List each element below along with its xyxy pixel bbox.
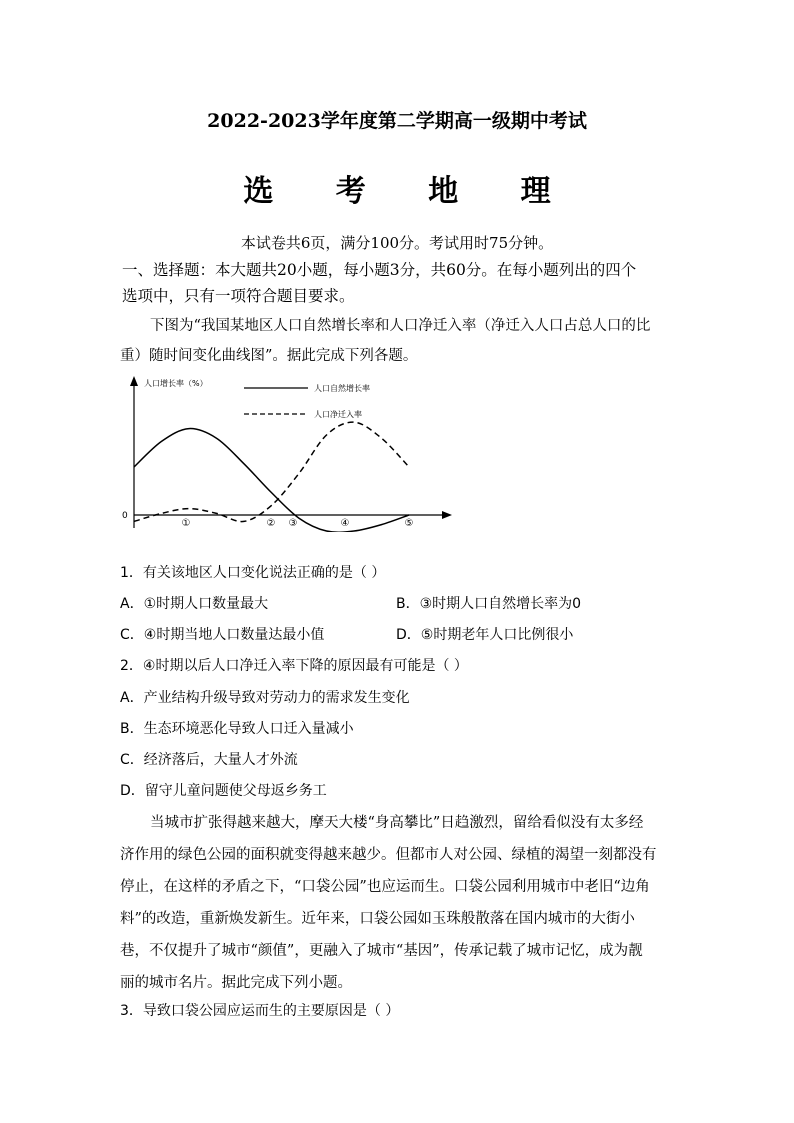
population-growth-chart bbox=[118, 372, 458, 532]
q2-option-c: C．经济落后，大量人才外流 bbox=[120, 752, 298, 768]
section-heading-line2: 选项中，只有一项符合题目要求。 bbox=[122, 287, 355, 305]
legend-natural-growth: 人口自然增长率 bbox=[314, 384, 370, 393]
section-heading-line1: 一、选择题：本大题共20小题，每小题3分，共60分。在每小题列出的四个 bbox=[122, 261, 637, 279]
exam-intro: 本试卷共6页，满分100分。考试用时75分钟。 bbox=[240, 234, 554, 252]
series-net-migration-line bbox=[134, 422, 409, 521]
period-marker-3: ③ bbox=[288, 518, 298, 529]
legend-net-migration: 人口净迁入率 bbox=[314, 410, 362, 419]
passage1-line2: 重）随时间变化曲线图”。据此完成下列各题。 bbox=[120, 348, 418, 364]
y-axis-label: 人口增长率（%） bbox=[144, 379, 208, 388]
exam-title: 2022-2023学年度第二学期高一级期中考试 bbox=[207, 110, 587, 132]
zero-label: 0 bbox=[122, 511, 128, 521]
period-marker-1: ① bbox=[181, 518, 191, 529]
series-natural-growth-line bbox=[134, 429, 409, 532]
q1-option-d: D．⑤时期老年人口比例很小 bbox=[396, 627, 574, 643]
x-axis-arrow bbox=[442, 511, 452, 519]
y-axis-arrow bbox=[130, 376, 138, 386]
passage2-line5: 巷，不仅提升了城市“颜值”，更融入了城市“基因”，传承记载了城市记忆，成为靓 bbox=[120, 943, 643, 959]
period-marker-4: ④ bbox=[340, 518, 350, 529]
q2-stem: 2．④时期以后人口净迁入率下降的原因最有可能是（ ） bbox=[120, 658, 468, 674]
subject-title: 选 考 地 理 bbox=[243, 174, 577, 209]
q2-option-b: B．生态环境恶化导致人口迁入量减小 bbox=[120, 721, 354, 737]
q2-option-a: A．产业结构升级导致对劳动力的需求发生变化 bbox=[120, 690, 410, 706]
q2-option-d: D．留守儿童问题使父母返乡务工 bbox=[120, 783, 327, 799]
passage2-line4: 料”的改造，重新焕发新生。近年来，口袋公园如玉珠般散落在国内城市的大街小 bbox=[120, 911, 635, 927]
q1-option-c: C．④时期当地人口数量达最小值 bbox=[120, 627, 325, 643]
q1-stem: 1．有关该地区人口变化说法正确的是（ ） bbox=[120, 565, 386, 581]
passage2-line2: 济作用的绿色公园的面积就变得越来越少。但都市人对公园、绿植的渴望一刻都没有 bbox=[120, 847, 657, 863]
q3-stem: 3．导致口袋公园应运而生的主要原因是（ ） bbox=[120, 1003, 400, 1019]
passage1-line1: 下图为“我国某地区人口自然增长率和人口净迁入率（净迁入人口占总人口的比 bbox=[150, 318, 651, 334]
passage2-line1: 当城市扩张得越来越大，摩天大楼“身高攀比”日趋激烈，留给看似没有太多经 bbox=[150, 815, 644, 831]
q1-option-b: B．③时期人口自然增长率为0 bbox=[396, 596, 582, 612]
period-marker-5: ⑤ bbox=[404, 518, 414, 529]
q1-option-a: A．①时期人口数量最大 bbox=[120, 596, 269, 612]
passage2-line6: 丽的城市名片。据此完成下列小题。 bbox=[120, 975, 352, 991]
period-marker-2: ② bbox=[266, 518, 276, 529]
passage2-line3: 停止，在这样的矛盾之下，“口袋公园”也应运而生。口袋公园利用城市中老旧“边角 bbox=[120, 879, 650, 895]
